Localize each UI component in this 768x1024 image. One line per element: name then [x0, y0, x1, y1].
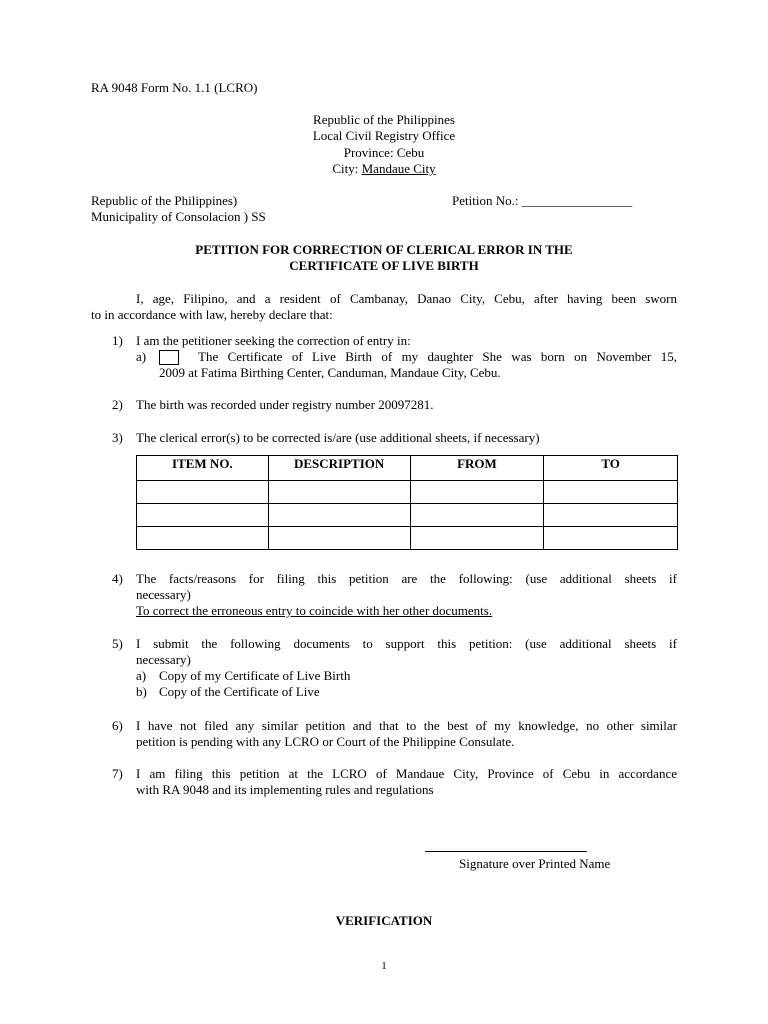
- table-row: [137, 481, 678, 504]
- petition-number-label: Petition No.:: [452, 193, 522, 208]
- column-header-from: FROM: [410, 456, 544, 481]
- item-4-line-1: The facts/reasons for filing this petition are the following: (use additional sheets if: [136, 571, 677, 586]
- item-2-number: 2): [112, 397, 123, 412]
- signature-caption: Signature over Printed Name: [459, 856, 611, 871]
- item-7-line-1: I am filing this petition at the LCRO of Mandaue City, Province of Cebu in accordance: [136, 766, 677, 781]
- table-cell[interactable]: [544, 504, 678, 527]
- item-6-number: 6): [112, 718, 123, 733]
- item-5-number: 5): [112, 636, 123, 651]
- item-4-line-2: necessary): [136, 587, 191, 602]
- venue-line-1: Republic of the Philippines): [91, 193, 238, 208]
- item-3-text: The clerical error(s) to be corrected is/are (use additional sheets, if necessary): [136, 430, 540, 445]
- table-row: [137, 504, 678, 527]
- signature-line[interactable]: [425, 851, 587, 852]
- header-province: Province: Cebu: [343, 145, 425, 160]
- table-cell[interactable]: [137, 504, 269, 527]
- item-5-line-2: necessary): [136, 652, 191, 667]
- table-row: [137, 527, 678, 550]
- table-cell[interactable]: [544, 527, 678, 550]
- table-cell[interactable]: [268, 481, 410, 504]
- item-1-text: I am the petitioner seeking the correction of entry in:: [136, 333, 411, 348]
- item-3-number: 3): [112, 430, 123, 445]
- table-cell[interactable]: [137, 481, 269, 504]
- item-2-text: The birth was recorded under registry number 20097281.: [136, 397, 434, 412]
- table-cell[interactable]: [544, 481, 678, 504]
- item-5-line-1: I submit the following documents to support this petition: (use additional sheets if: [136, 636, 677, 651]
- table-cell[interactable]: [268, 504, 410, 527]
- city-value: Mandaue City: [361, 161, 436, 176]
- column-header-description: DESCRIPTION: [268, 456, 410, 481]
- item-1a-label: a): [136, 349, 147, 364]
- item-1a-line-1: The Certificate of Live Birth of my daughter She was born on November 15,: [198, 349, 677, 364]
- table-cell[interactable]: [410, 504, 544, 527]
- verification-heading: VERIFICATION: [335, 913, 433, 928]
- header-lcro: Local Civil Registry Office: [312, 128, 456, 143]
- item-1a-line-2: 2009 at Fatima Birthing Center, Canduman, Mandaue City, Cebu.: [159, 365, 501, 380]
- item-5a-text: Copy of my Certificate of Live Birth: [159, 668, 351, 683]
- city-label: City:: [332, 161, 362, 176]
- intro-line-2: to in accordance with law, hereby declare that:: [91, 307, 333, 322]
- intro-line-1: I, age, Filipino, and a resident of Cambanay, Danao City, Cebu, after having been sworn: [136, 291, 677, 306]
- item-7-line-2: with RA 9048 and its implementing rules and regulations: [136, 782, 434, 797]
- venue-line-2: Municipality of Consolacion ) SS: [91, 209, 266, 224]
- table-cell[interactable]: [268, 527, 410, 550]
- table-cell[interactable]: [410, 481, 544, 504]
- column-header-item-no: ITEM NO.: [137, 456, 269, 481]
- header-republic: Republic of the Philippines: [313, 112, 455, 127]
- petition-title-line-2: CERTIFICATE OF LIVE BIRTH: [289, 258, 479, 273]
- table-header-row: [137, 456, 678, 481]
- clerical-error-table: [136, 455, 678, 550]
- petition-number-field[interactable]: _________________: [521, 193, 633, 208]
- form-id: RA 9048 Form No. 1.1 (LCRO): [91, 80, 258, 95]
- item-5b-text: Copy of the Certificate of Live: [159, 684, 320, 699]
- page-number: 1: [381, 960, 387, 972]
- item-1a-checkbox[interactable]: [159, 350, 179, 365]
- item-4-reason: To correct the erroneous entry to coincide with her other documents.: [136, 603, 493, 618]
- item-7-number: 7): [112, 766, 123, 781]
- petition-number: [452, 193, 632, 209]
- item-6-line-2: petition is pending with any LCRO or Court of the Philippine Consulate.: [136, 734, 515, 749]
- item-4-number: 4): [112, 571, 123, 586]
- header-city: [284, 161, 484, 177]
- column-header-to: TO: [544, 456, 678, 481]
- table-cell[interactable]: [137, 527, 269, 550]
- petition-title-line-1: PETITION FOR CORRECTION OF CLERICAL ERROR IN THE: [195, 242, 573, 257]
- item-6-line-1: I have not filed any similar petition and that to the best of my knowledge, no other similar: [136, 718, 677, 733]
- item-5b-label: b): [136, 684, 147, 699]
- item-5a-label: a): [136, 668, 147, 683]
- table-cell[interactable]: [410, 527, 544, 550]
- item-1-number: 1): [112, 333, 123, 348]
